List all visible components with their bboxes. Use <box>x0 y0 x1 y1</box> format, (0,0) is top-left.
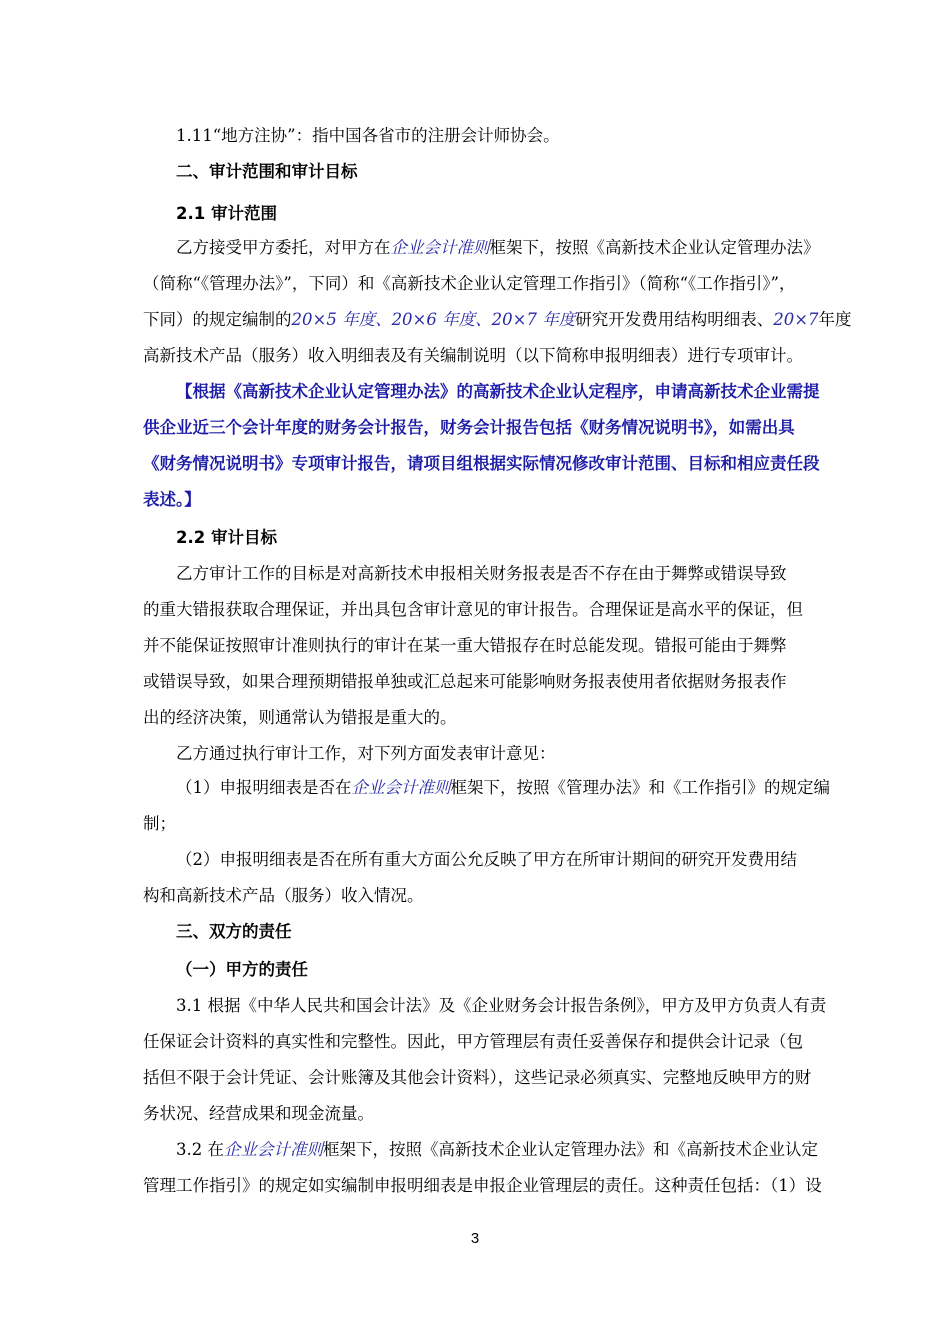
paragraph-line: 下同）的规定编制的20×5 年度、20×6 年度、20×7 年度研究开发费用结构明细表、20×7年度 <box>143 310 852 329</box>
note-line: 《财务情况说明书》专项审计报告，请项目组根据实际情况修改审计范围、目标和相应责任段 <box>143 454 820 473</box>
section-heading-3: 三、双方的责任 <box>176 922 292 941</box>
subsection-heading-party-a: （一）甲方的责任 <box>176 960 308 979</box>
paragraph-line: 乙方通过执行审计工作，对下列方面发表审计意见： <box>176 744 556 763</box>
paragraph-line: 3.1 根据《中华人民共和国会计法》及《企业财务会计报告条例》，甲方及甲方负责人有责 <box>176 996 827 1015</box>
subsection-heading-2-2: 2.2 审计目标 <box>176 528 277 547</box>
paragraph-line: 或错误导致，如果合理预期错报单独或汇总起来可能影响财务报表使用者依据财务报表作 <box>143 672 787 691</box>
paragraph-line: （简称“《管理办法》”，下同）和《高新技术企业认定管理工作指引》（简称“《工作指引》”， <box>143 274 796 293</box>
paragraph-line: 乙方接受甲方委托，对甲方在企业会计准则框架下，按照《高新技术企业认定管理办法》 <box>176 238 820 257</box>
paragraph-line: 务状况、经营成果和现金流量。 <box>143 1104 374 1123</box>
note-line: 供企业近三个会计年度的财务会计报告，财务会计报告包括《财务情况说明书》，如需出具 <box>143 418 795 437</box>
paragraph-line: 并不能保证按照审计准则执行的审计在某一重大错报存在时总能发现。错报可能由于舞弊 <box>143 636 787 655</box>
accounting-standards-link: 企业会计准则 <box>351 778 451 797</box>
paragraph-line: 管理工作指引》的规定如实编制申报明细表是申报企业管理层的责任。这种责任包括：（1）设 <box>143 1176 822 1195</box>
paragraph-line: 制； <box>143 814 176 833</box>
page-number: 3 <box>470 1230 480 1247</box>
note-line: 【根据《高新技术企业认定管理办法》的高新技术企业认定程序，申请高新技术企业需提 <box>176 382 820 401</box>
accounting-standards-link: 企业会计准则 <box>224 1140 323 1159</box>
paragraph-line: （2）申报明细表是否在所有重大方面公允反映了甲方在所审计期间的研究开发费用结 <box>176 850 797 869</box>
paragraph-line: 3.2 在企业会计准则框架下，按照《高新技术企业认定管理办法》和《高新技术企业认定 <box>176 1140 818 1159</box>
paragraph-line: 高新技术产品（服务）收入明细表及有关编制说明（以下简称申报明细表）进行专项审计。 <box>143 346 803 365</box>
paragraph-line: 构和高新技术产品（服务）收入情况。 <box>143 886 424 905</box>
paragraph-line: 任保证会计资料的真实性和完整性。因此，甲方管理层有责任妥善保存和提供会计记录（包 <box>143 1032 803 1051</box>
year-placeholder: 20×5 年度、20×6 年度、20×7 年度 <box>291 310 576 329</box>
definition-1-11: 1.11“地方注协”：指中国各省市的注册会计师协会。 <box>176 126 560 145</box>
paragraph-line: 乙方审计工作的目标是对高新技术申报相关财务报表是否不存在由于舞弊或错误导致 <box>176 564 787 583</box>
note-line: 表述。】 <box>143 490 201 509</box>
year-placeholder: 20×7 <box>773 310 819 329</box>
accounting-standards-link: 企业会计准则 <box>390 238 490 257</box>
paragraph-line: 的重大错报获取合理保证，并出具包含审计意见的审计报告。合理保证是高水平的保证，但 <box>143 600 803 619</box>
paragraph-line: 括但不限于会计凭证、会计账簿及其他会计资料），这些记录必须真实、完整地反映甲方的财 <box>143 1068 812 1087</box>
subsection-heading-2-1: 2.1 审计范围 <box>176 204 277 223</box>
paragraph-line: （1）申报明细表是否在企业会计准则框架下，按照《管理办法》和《工作指引》的规定编 <box>176 778 830 797</box>
section-heading-2: 二、审计范围和审计目标 <box>176 162 358 181</box>
paragraph-line: 出的经济决策，则通常认为错报是重大的。 <box>143 708 457 727</box>
